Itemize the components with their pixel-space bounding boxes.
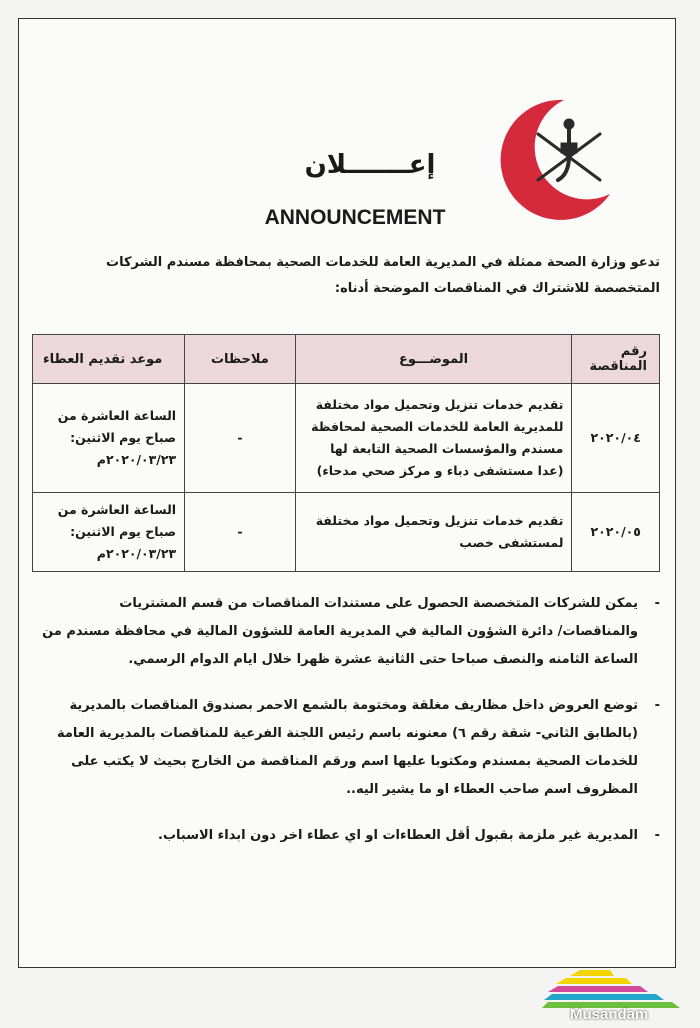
condition-text: المديرية غير ملزمة بقبول أقل العطاءات او اي عطاء اخر دون ابداء الاسباب.	[158, 828, 638, 843]
list-item	[40, 692, 660, 804]
header-deadline: موعد تقديم العطاء	[33, 335, 185, 384]
tender-deadline: الساعة العاشرة من صباح يوم الاثنين: ٢٠٢٠/٠٣/٢٣م	[33, 384, 185, 493]
condition-text: توضع العروض داخل مظاريف مغلقة ومختومة بالشمع الاحمر بصندوق المناقصات بالمديرية (بالطابق الثاني- شقة رقم ٦) معنونه باسم رئيس اللجنة الفرعية للمناقصات بالمديرية العامة للخدمات الصحية بمسندم ومكتوبا عليها اسم ورقم المناقصة من الخارج بحيث لا يكتب على المظروف اسم صاحب العطاء او ما يشير اليه..	[56, 698, 638, 797]
watermark-text: Musandam	[570, 1006, 649, 1023]
tender-notes: -	[185, 384, 296, 493]
announcement-title-arabic: إعـــــــلان	[304, 150, 436, 180]
table-row	[33, 384, 660, 493]
table-header-row	[33, 335, 660, 384]
tender-notes: -	[185, 493, 296, 572]
bullet-dash: -	[654, 828, 660, 843]
moh-emblem-crescent	[486, 94, 616, 224]
logo-stripes	[542, 970, 680, 1008]
tender-number: ٢٠٢٠/٠٥	[572, 493, 660, 572]
header-notes: ملاحظات	[185, 335, 296, 384]
tender-number: ٢٠٢٠/٠٤	[572, 384, 660, 493]
tender-deadline: الساعة العاشرة من صباح يوم الاثنين: ٢٠٢٠/٠٣/٢٣م	[33, 493, 185, 572]
announcement-title-english: ANNOUNCEMENT	[264, 206, 446, 229]
intro-paragraph: تدعو وزارة الصحة ممثلة في المديرية العامة للخدمات الصحية بمحافظة مسندم الشركات المتخصصة للاشتراك في المناقصات الموضحة أدناه:	[106, 255, 660, 296]
tenders-table	[32, 334, 660, 572]
header-tender-number: رقم المناقصة	[572, 335, 660, 384]
conditions-list	[40, 590, 660, 868]
bullet-dash: -	[654, 596, 660, 611]
table-row	[33, 493, 660, 572]
tender-subject: تقديم خدمات تنزيل وتحميل مواد مختلفة لمستشفى خصب	[295, 493, 572, 572]
condition-text: يمكن للشركات المتخصصة الحصول على مستندات المناقصات من قسم المشتريات والمناقصات/ دائرة الشؤون المالية في المديرية العامة للشؤون المالية في محافظة مسندم من الساعة الثامنه والنصف صباحا حتى الثانية عشرة ظهرا خلال ايام الدوام الرسمي.	[42, 596, 638, 667]
list-item	[40, 590, 660, 674]
khanjar-crossed-swords-icon	[538, 120, 600, 180]
list-item	[40, 822, 660, 850]
header-subject: الموضـــوع	[295, 335, 572, 384]
tender-subject: تقديم خدمات تنزيل وتحميل مواد مختلفة للمديرية العامة للخدمات الصحية لمحافظة مسندم والمؤسسات الصحية التابعة لها (عدا مستشفى دباء و مركز صحي مدحاء)	[295, 384, 572, 493]
bullet-dash: -	[654, 698, 660, 713]
red-crescent	[501, 100, 610, 220]
